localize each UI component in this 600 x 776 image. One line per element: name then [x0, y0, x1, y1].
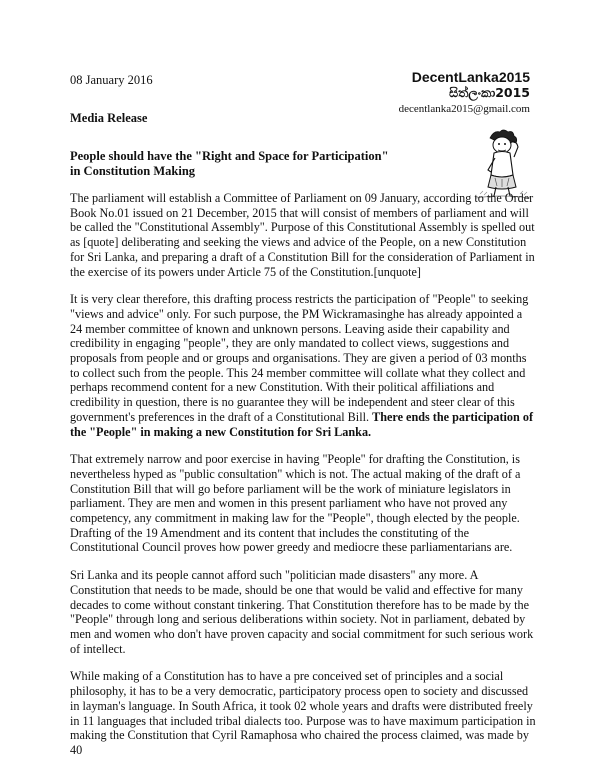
media-release-label: Media Release [70, 111, 148, 125]
brand-name: DecentLanka2015 [411, 69, 530, 85]
contact-email: decentlanka2015@gmail.com [398, 103, 530, 115]
paragraph-5-text: While making of a Constitution has to have a pre conceived set of principles and a social philosophy, it has to be a very democratic, participatory process open to society and discussed in layman's language. In South Africa, it took 02 whole years and drafts were distributed freely in 11 languages that included tribal dialects too. Purpose was to have maximum participation in making the Constitution that Cyril Ramaphosa who chaired the process claimed, was made by 40 [70, 669, 536, 757]
paragraph-3-text: That extremely narrow and poor exercise in having "People" for drafting the Constitution, is nevertheless hyped as "public consultation" which is not. The actual making of the draft of a Constitution Bill that will go before parliament will be the work of miniature legislators in parliament. They are men and women in this present parliament who have not proved any competency, any commitment in making law for the "People", though elected by the people. Drafting of the 19 Amendment and its content that includes the constituting of the Constitutional Council proves how power greedy and mediocre these parliamentarians are. [70, 452, 521, 555]
cartoon-man-thinking-icon [468, 128, 534, 200]
paragraph-5 [70, 669, 536, 757]
paragraph-4-text: Sri Lanka and its people cannot afford such "politician made disasters" any more. A Constitution that needs to be made, should be one that would be valid and effective for many decades to come without constant tinkering. That Constitution therefore has to be made by the "People" through long and serious deliberations within society. Not in parliament, debated by men and women who don't have proven capacity and social commitment for such serious work of intellect. [70, 568, 534, 656]
heading-line-2: in Constitution Making [70, 164, 196, 178]
paragraph-4 [70, 568, 536, 656]
paragraph-2-text: It is very clear therefore, this drafting process restricts the participation of "People" to seeking "views and advice" only. For such purpose, the PM Wickramasinghe has already appointed a 24 member committee of known and unknown persons. Leaving aside their capability and credibility in engaging "people", they are only mandated to collect views, suggestions and proposals from people and or groups and organisations. They are given a period of 03 months to collect such from the people. This 24 member committee will collate what they collect and perhaps recommend content for a new Constitution. With their political affiliations and credibility in question, there is no guarantee they will be independent and steer clear of this government's preferences in the draft of a Constitutional Bill. [70, 292, 529, 424]
release-heading [70, 149, 400, 179]
paragraph-1 [70, 191, 536, 279]
brand-block [399, 69, 530, 116]
paragraph-1-text: The parliament will establish a Committee of Parliament on 09 January, according to the Order Book No.01 issued on 21 December, 2015 that will consist of members of parliament and will be called the "Constitutional Assembly". Purpose of this Constitutional Assembly is spelled out as [quote] deliberating and seeking the views and advice of the People, on a new Constitution for Sri Lanka, and preparing a draft of a Constitution Bill for the consideration of Parliament in the exercise of its powers under Article 75 of the Constitution.[unquote] [70, 191, 535, 279]
brand-sinhala-name: සිත්ලංකා2015 [449, 85, 530, 100]
release-date: 08 January 2016 [70, 73, 153, 87]
paragraph-2 [70, 292, 536, 439]
paragraph-2-bold-conclusion: There ends the participation of the "People" in making a new Constitution for Sri Lanka. [70, 409, 533, 439]
paragraph-3 [70, 452, 536, 555]
heading-line-1: People should have the "Right and Space for Participation" [70, 149, 389, 163]
release-body [70, 191, 536, 771]
